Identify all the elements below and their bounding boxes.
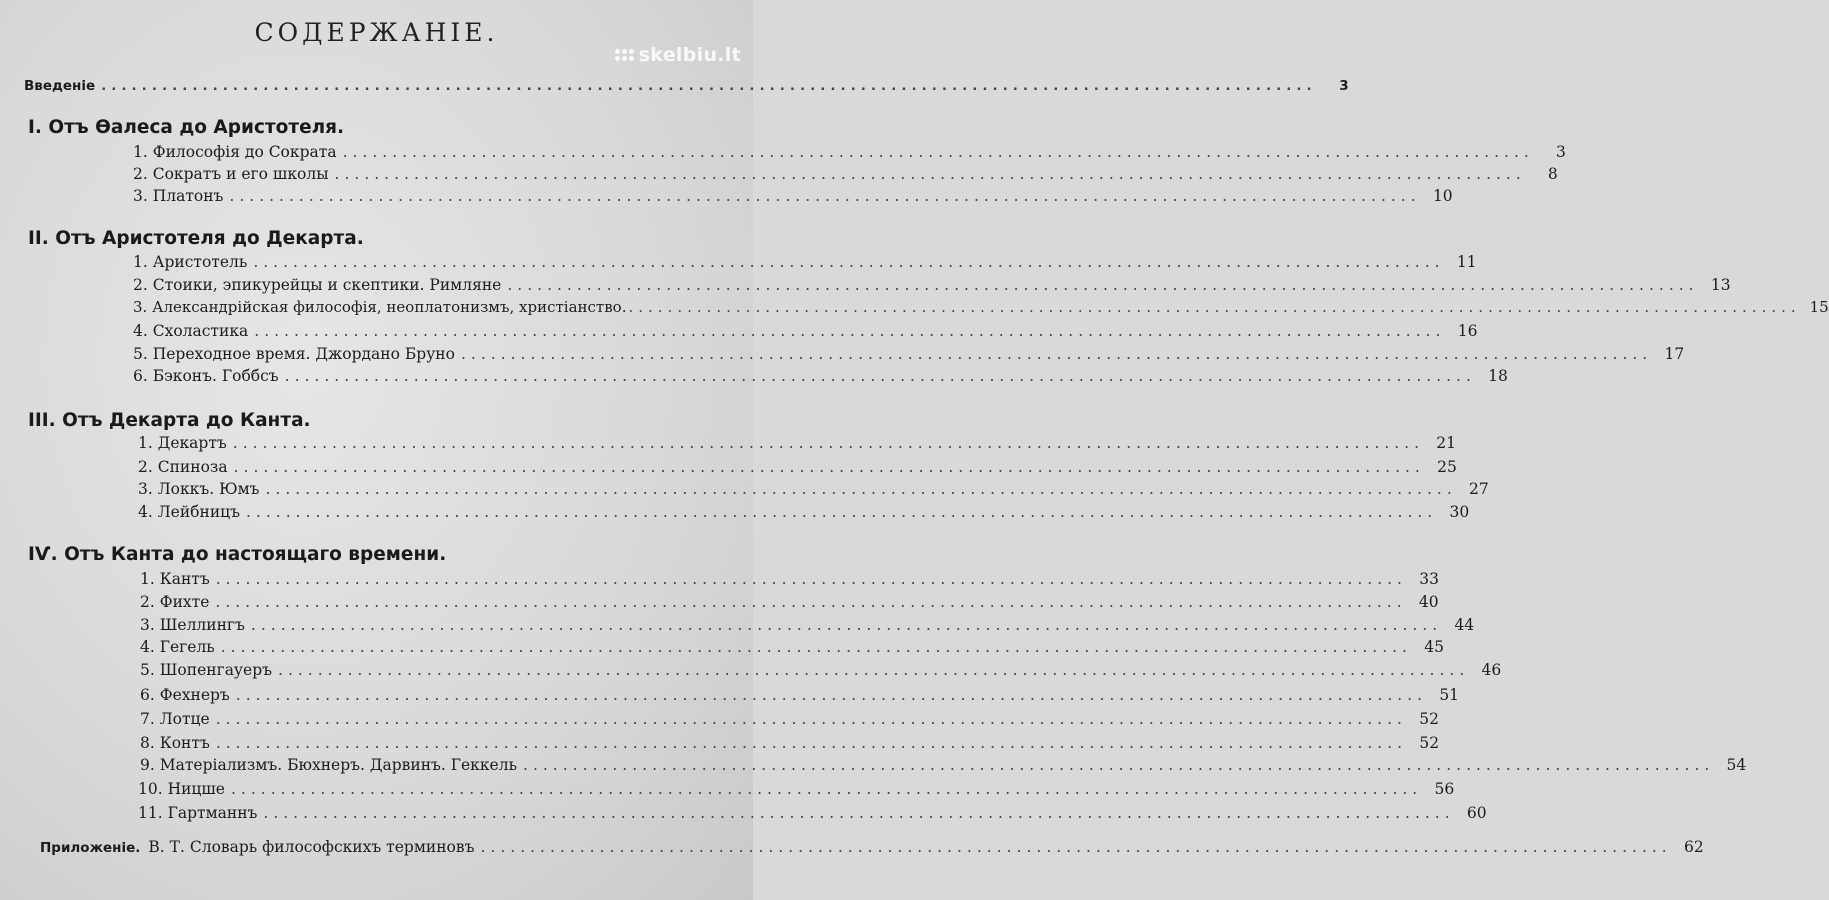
dot-leader: ........................................................................................................................ bbox=[229, 187, 1421, 205]
dot-leader: ........................................................................................................................ bbox=[253, 253, 1445, 271]
appendix-label: Приложеніе. bbox=[40, 840, 141, 856]
dot-leader: ........................................................................................................................ bbox=[460, 345, 1653, 363]
toc-item: 1. Философія до Сократа ........................................................................................................................ 3 bbox=[133, 143, 1566, 161]
toc-item: 5. Шопенгауеръ ........................................................................................................................ 46 bbox=[140, 661, 1502, 679]
watermark bbox=[615, 44, 741, 66]
toc-item: 2. Фихте ........................................................................................................................ 40 bbox=[140, 593, 1439, 611]
dot-leader: ........................................................................................................................ bbox=[215, 734, 1408, 752]
toc-intro bbox=[24, 78, 1349, 94]
toc-item: 3. Платонъ ........................................................................................................................ 10 bbox=[133, 187, 1453, 205]
toc-item: 1. Декартъ ........................................................................................................................ 21 bbox=[138, 434, 1457, 452]
toc-item: 1. Кантъ ........................................................................................................................ 33 bbox=[140, 570, 1439, 588]
toc-item: 9. Матеріализмъ. Бюхнеръ. Дарвинъ. Геккель ........................................................................................................................ 54 bbox=[140, 756, 1747, 774]
section-heading: III. Отъ Декарта до Канта. bbox=[28, 410, 311, 431]
dot-leader: ........................................................................................................................ bbox=[523, 756, 1715, 774]
toc-item: 8. Контъ ........................................................................................................................ 52 bbox=[140, 734, 1440, 752]
toc-item: 7. Лотце ........................................................................................................................ 52 bbox=[140, 710, 1439, 728]
dot-leader: ........................................................................................................................ bbox=[215, 710, 1407, 728]
toc-item: 2. Стоики, эпикурейцы и скептики. Римляне ........................................................................................................................ 13 bbox=[133, 276, 1731, 294]
dot-leader: ........................................................................................................................ bbox=[284, 367, 1476, 385]
dot-leader: ........................................................................................................................ bbox=[233, 458, 1425, 476]
dot-leader: ........................................................................................................................ bbox=[232, 434, 1425, 452]
dot-leader: ........................................................................................................................ bbox=[230, 780, 1423, 798]
toc-item: 5. Переходное время. Джордано Бруно ........................................................................................................................ 17 bbox=[133, 345, 1685, 363]
watermark-logo-icon bbox=[615, 49, 634, 61]
toc-intro-label: Введеніе bbox=[24, 78, 96, 94]
section-heading: II. Отъ Аристотеля до Декарта. bbox=[28, 228, 364, 249]
dot-leader: ........................................................................................................................ bbox=[215, 593, 1407, 611]
dot-leader: ........................................................................................................................ bbox=[254, 322, 1446, 340]
dot-leader: ........................................................................................................................ bbox=[215, 570, 1407, 588]
dot-leader: ........................................................................................................................ bbox=[480, 838, 1672, 856]
toc-item: 3. Александрійская философія, неоплатонизмъ, христіанство. ........................................................................................................................ 15 bbox=[133, 298, 1829, 316]
watermark-text: skelbiu.lt bbox=[638, 44, 741, 66]
toc-item: 4. Гегель ........................................................................................................................ 45 bbox=[140, 638, 1444, 656]
dot-leader: ........................................................................................................................ bbox=[507, 276, 1699, 294]
toc-item: 11. Гартманнъ ........................................................................................................................ 60 bbox=[138, 804, 1487, 822]
section-heading: I. Отъ Ѳалеса до Аристотеля. bbox=[28, 117, 345, 138]
dot-leader: ........................................................................................................................ bbox=[265, 480, 1457, 498]
toc-appendix bbox=[40, 838, 1704, 856]
section-heading: IѴ. Отъ Канта до настоящаго времени. bbox=[28, 544, 447, 565]
dot-leader: ........................................................................................................................ bbox=[250, 616, 1443, 634]
dot-leader: ........................................................................................................................ bbox=[342, 143, 1534, 161]
dot-leader: ........................................................................................................................ bbox=[334, 165, 1526, 183]
dot-leader: ........................................................................................................................ bbox=[220, 638, 1412, 656]
dot-leader: ........................................................................................................................ bbox=[263, 804, 1455, 822]
toc-item: 4. Схоластика ........................................................................................................................ 16 bbox=[133, 322, 1478, 340]
dot-leader: ........................................................................................................................ bbox=[628, 298, 1801, 316]
toc-item: 6. Фехнеръ ........................................................................................................................ 51 bbox=[140, 686, 1460, 704]
dot-leader: ........................................................................................................................ bbox=[101, 78, 1317, 94]
toc-intro-page: 3 bbox=[1339, 78, 1349, 94]
toc-item: 3. Локкъ. Юмъ ........................................................................................................................ 27 bbox=[138, 480, 1489, 498]
toc-item: 2. Сократъ и его школы ........................................................................................................................ 8 bbox=[133, 165, 1558, 183]
dot-leader: ........................................................................................................................ bbox=[235, 686, 1428, 704]
appendix-page: 62 bbox=[1684, 838, 1704, 856]
toc-item: 3. Шеллингъ ........................................................................................................................ 44 bbox=[140, 616, 1475, 634]
dot-leader: ........................................................................................................................ bbox=[245, 503, 1438, 521]
toc-item: 2. Спиноза ........................................................................................................................ 25 bbox=[138, 458, 1457, 476]
toc-item: 1. Аристотель ........................................................................................................................ 11 bbox=[133, 253, 1477, 271]
dot-leader: ........................................................................................................................ bbox=[278, 661, 1470, 679]
toc-item: 6. Бэконъ. Гоббсъ ........................................................................................................................ 18 bbox=[133, 367, 1508, 385]
toc-item: 4. Лейбницъ ........................................................................................................................ 30 bbox=[138, 503, 1470, 521]
appendix-text: В. Т. Словарь философскихъ терминовъ bbox=[148, 838, 475, 856]
page-title: СОДЕРЖАНІЕ. bbox=[254, 18, 499, 47]
toc-item: 10. Ницше ........................................................................................................................ 56 bbox=[138, 780, 1455, 798]
